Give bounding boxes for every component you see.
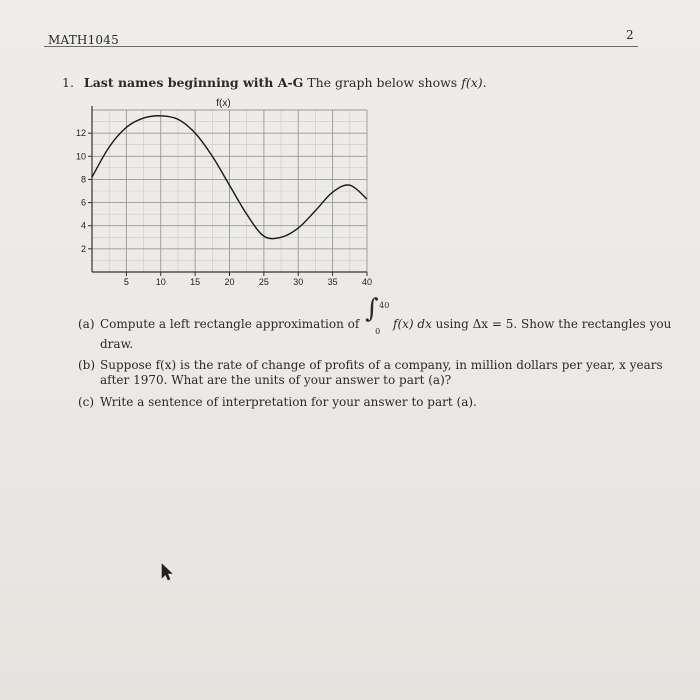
page-number: 2 <box>626 28 634 42</box>
integrand: f(x) dx <box>393 317 432 331</box>
x-tick-label: 5 <box>123 277 129 287</box>
x-tick-label: 30 <box>293 277 304 287</box>
x-tick-label: 25 <box>258 277 269 287</box>
x-tick-label: 10 <box>155 277 166 287</box>
question-bold-title: Last names beginning with A-G <box>83 75 304 90</box>
header-rule <box>44 46 638 47</box>
part-a-label: (a) <box>78 317 95 331</box>
integral-upper-limit: 40 <box>379 301 390 310</box>
y-tick-label: 10 <box>75 151 86 162</box>
question-heading <box>62 75 487 90</box>
x-tick-label: 35 <box>327 277 338 287</box>
part-b-line1: Suppose f(x) is the rate of change of profits of a company, in million dollars per year, x years <box>100 358 663 372</box>
x-tick-label: 15 <box>190 277 201 287</box>
part-b-label: (b) <box>78 358 96 372</box>
y-tick-label: 4 <box>80 220 86 231</box>
function-label: f(x). <box>461 75 487 90</box>
x-tick-label: 20 <box>224 277 235 287</box>
y-tick-label: 2 <box>80 243 86 254</box>
part-a <box>78 294 672 352</box>
integral-lower-limit: 0 <box>375 327 381 336</box>
question-text: The graph below shows <box>307 75 458 90</box>
chart-title: f(x) <box>216 98 231 109</box>
part-c-text: Write a sentence of interpretation for your answer to part (a). <box>100 395 477 409</box>
question-number: 1. <box>62 75 74 90</box>
part-a-text-after: using Δx = 5. Show the rectangles you <box>435 317 672 331</box>
y-tick-label: 12 <box>75 128 86 139</box>
course-code: MATH1045 <box>48 33 119 47</box>
part-b-line2: after 1970. What are the units of your answer to part (a)? <box>100 373 452 387</box>
part-c <box>78 395 477 410</box>
y-tick-label: 8 <box>80 174 86 185</box>
part-c-label: (c) <box>78 395 95 409</box>
part-a-text-before: Compute a left rectangle approximation of <box>100 317 360 331</box>
x-tick-label: 40 <box>361 277 373 287</box>
y-tick-label: 6 <box>80 197 86 208</box>
mouse-cursor-icon <box>160 563 174 581</box>
part-a-continuation: draw. <box>100 337 134 351</box>
part-b <box>78 358 663 388</box>
function-graph <box>60 92 380 302</box>
integral-symbol: ∫ 40 0 <box>363 314 389 328</box>
